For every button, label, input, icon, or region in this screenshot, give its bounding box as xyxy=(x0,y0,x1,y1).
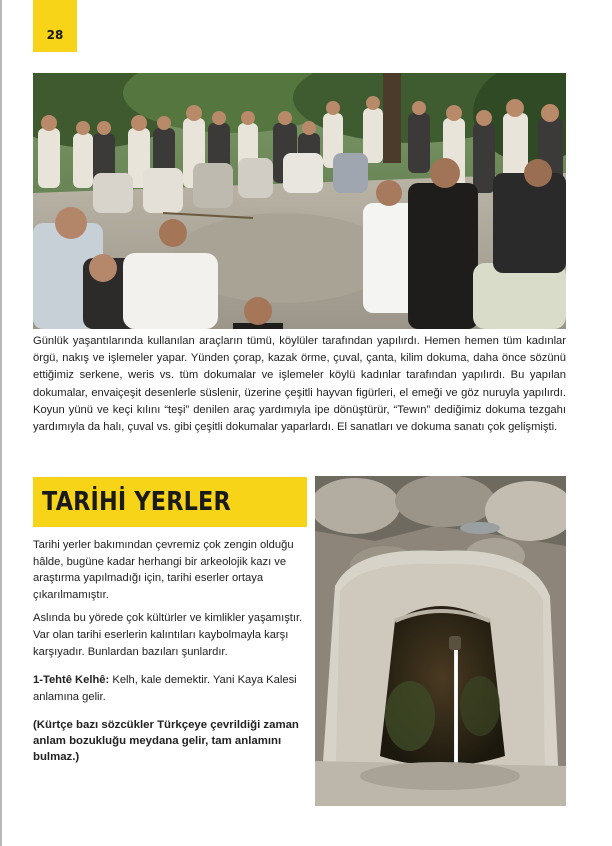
section-title-banner xyxy=(33,477,307,527)
list-item-label: 1-Tehtê Kelhê: xyxy=(33,674,110,687)
list-item-text: Kelh, kale demektir. Yani Kaya Kalesi anlamına gelir. xyxy=(33,674,297,703)
stone-fountain-photo xyxy=(315,476,566,806)
section-title: TARİHİ YERLER xyxy=(42,487,231,517)
village-gathering-photo xyxy=(33,73,566,329)
body-paragraph-1: Tarihi yerler bakımından çevremiz çok zengin olduğu hâlde, bugüne kadar herhangi bir arkeolojik kazı ve araştırma yapılmadığı için, tarihi eserler ortaya çıkarılmamıştır. xyxy=(33,539,294,601)
section-body xyxy=(33,537,311,772)
translation-note: (Kürtçe bazı sözcükler Türkçeye çevrildiği zaman anlam bozukluğu meydana gelir, tam anlamını bulmaz.) xyxy=(33,719,299,764)
list-item-tehte-kelhe xyxy=(33,672,311,705)
page-number: 28 xyxy=(46,28,64,42)
body-paragraph-2: Aslında bu yörede çok kültürler ve kimlikler yaşamıştır. Var olan tarihi eserlerin kalıntıları kaybolmayla karşı karşıyadır. Bunlardan bazıları şunlardır. xyxy=(33,612,303,658)
page-number-tab xyxy=(33,0,77,52)
intro-paragraph: Günlük yaşantılarında kullanılan araçların tümü, köylüler tarafından yapılırdı. Hemen hemen tüm kadınlar örgü, nakış ve işlemeler yapar. Yünden çorap, kazak örme, çuval, çanta, kilim dokuma, daha önce sözünü ettiğimiz serkene, weris vs. tüm dokumalar ve işlemeler köylü kadınlar tarafından yapılırdı. Bu yapılan dokumalar, envaiçeşit desenlerle süslenir, üzerine çeşitli hayvan figürleri, el emeği ve göz nuruyla yapılırdı. Koyun yünü ve keçi kılını “teşi” denilen araç yardımıyla ipe dönüştürür, “Tewın” dediğimiz dokuma tezgahı yardımıyla da halı, çuval vs. gibi çeşitli dokumalar yaparlardı. El sanatları ve dokuma sanatı çok gelişmişti. xyxy=(33,335,566,434)
page-edge-rule xyxy=(0,0,2,846)
